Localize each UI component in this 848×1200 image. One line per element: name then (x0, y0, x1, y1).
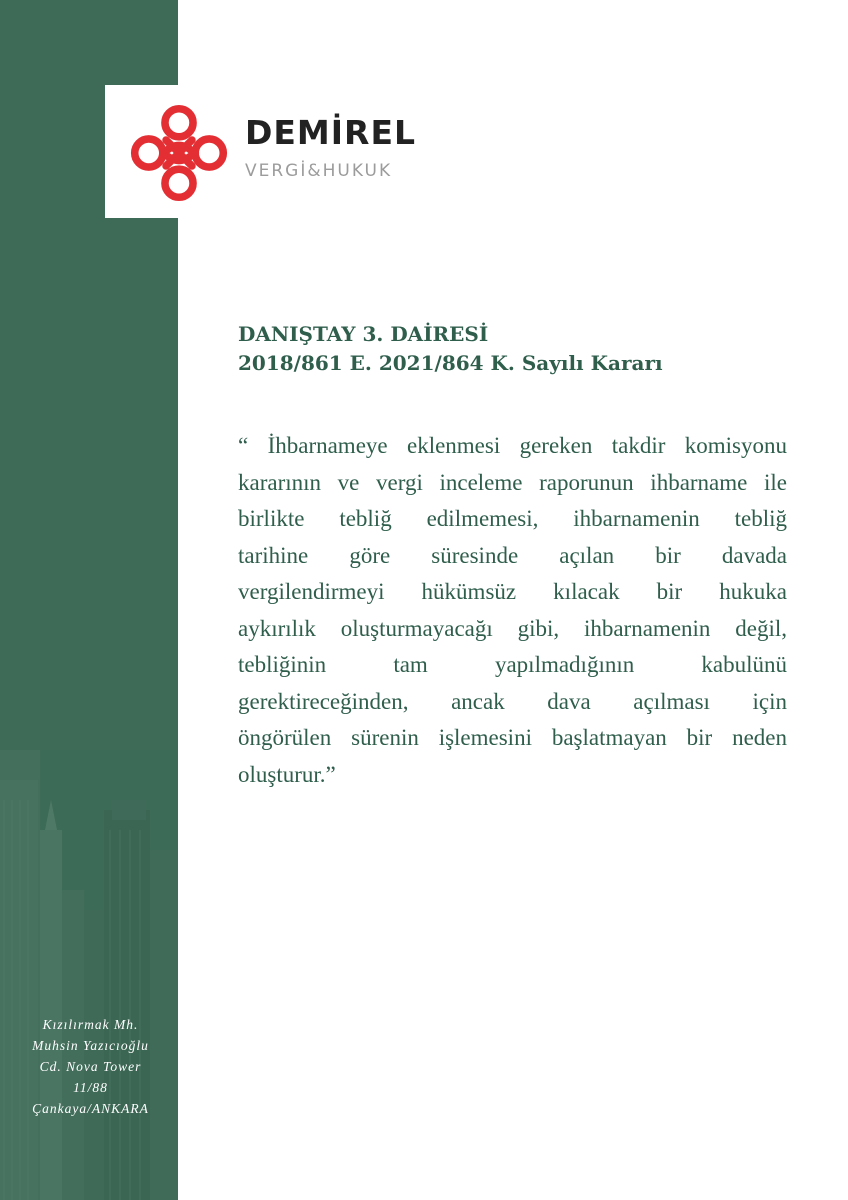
quote-line: tebliğinin tam yapılmadığının kabulünü (238, 652, 787, 677)
quote-line: aykırılık oluşturmayacağı gibi, ihbarnamenin değil, (238, 615, 787, 641)
quote-line: “ İhbarnameye eklenmesi gereken takdir komisyonu (238, 433, 787, 458)
quote-line: vergilendirmeyi hükümsüz kılacak bir hukuka (238, 579, 787, 604)
heading-case-number: 2018/861 E. 2021/864 K. Sayılı Kararı (238, 351, 663, 375)
address-line: Kızılırmak Mh. (42, 1017, 139, 1032)
brand-subtitle: VERGİ&HUKUK (245, 161, 393, 181)
brand-name: DEMİREL (245, 113, 417, 152)
heading-court: DANIŞTAY 3. DAİRESİ (238, 322, 489, 346)
quote-line: oluşturur.” (238, 761, 336, 787)
quote-line: öngörülen sürenin işlemesini başlatmayan bir neden (238, 725, 787, 750)
logo-box (105, 85, 422, 218)
office-address (18, 1014, 163, 1119)
address-line: 11/88 (73, 1080, 108, 1095)
quote-line: tarihine göre süresinde açılan bir davada (238, 542, 787, 568)
city-skyline-image (0, 750, 178, 1200)
decision-quote (238, 428, 787, 793)
decision-heading (238, 320, 798, 378)
address-line: Cd. Nova Tower (39, 1059, 142, 1074)
red-knot-logo-icon (125, 99, 233, 207)
address-line: Çankaya/ANKARA (32, 1101, 149, 1116)
quote-line: kararının ve vergi inceleme raporunun ihbarname ile (238, 469, 787, 495)
quote-line: birlikte tebliğ edilmemesi, ihbarnamenin tebliğ (238, 506, 787, 531)
quote-line: gerektireceğinden, ancak dava açılması için (238, 688, 787, 714)
address-line: Muhsin Yazıcıoğlu (32, 1038, 149, 1053)
